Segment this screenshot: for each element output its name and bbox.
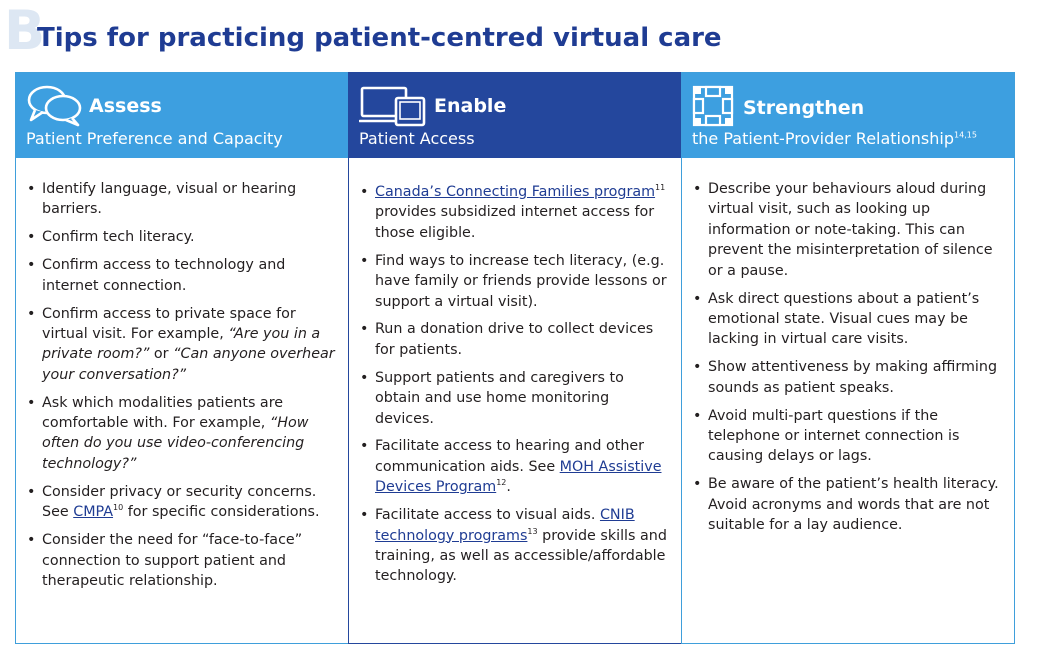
assess-subtitle: Patient Preference and Capacity — [26, 129, 283, 148]
list-item: • Show attentiveness by making affirming sounds as patient speaks. — [708, 357, 1004, 398]
connecting-families-link[interactable]: Canada’s Connecting Families program — [375, 184, 656, 200]
enable-header — [349, 73, 681, 158]
strengthen-header — [682, 73, 1014, 158]
strengthen-column — [681, 72, 1015, 644]
list-item: • Confirm tech literacy. — [42, 227, 338, 247]
strengthen-title: Strengthen — [743, 97, 865, 119]
list-item: • Be aware of the patient’s health literacy. Avoid acronyms and words that are not suitable for a lay audience. — [708, 474, 1004, 535]
reference-number: 12 — [496, 478, 507, 488]
list-item: • Avoid multi-part questions if the telephone or internet connection is causing delays or lags. — [708, 406, 1004, 467]
section-letter: B — [4, 0, 46, 62]
page-title: Tips for practicing patient-centred virtual care — [37, 23, 722, 53]
enable-subtitle: Patient Access — [359, 129, 475, 148]
devices-icon — [359, 85, 427, 127]
list-item: • Confirm access to technology and internet connection. — [42, 255, 338, 296]
reference-number: 11 — [655, 183, 666, 193]
cmpa-link[interactable]: CMPA — [73, 504, 114, 521]
list-item: • Identify language, visual or hearing barriers. — [42, 179, 338, 220]
speech-bubbles-icon — [26, 83, 84, 127]
list-item: • Facilitate access to visual aids. CNIB technology programs$^{13}$ provide skills and training, as well as accessible/affordable technology. — [375, 505, 671, 587]
list-item: • Facilitate access to hearing and other communication aids. See MOH Assistive Devices Program$^{12}$. — [375, 436, 671, 497]
network-icon — [692, 85, 734, 127]
enable-list — [349, 158, 681, 587]
list-item: • Consider privacy or security concerns. See CMPA$^{10}$ for specific considerations. — [42, 482, 338, 523]
assess-header — [16, 73, 348, 158]
assess-column — [15, 72, 349, 644]
reference-number: 14,15 — [954, 130, 977, 140]
enable-title: Enable — [434, 95, 507, 117]
enable-column — [348, 72, 682, 644]
list-item: • Ask which modalities patients are comfortable with. For example, “How often do you use video-conferencing technology?” — [42, 393, 338, 475]
cnib-programs-link[interactable]: CNIB technology programs — [375, 507, 635, 544]
list-item: • Ask direct questions about a patient’s emotional state. Visual cues may be lacking in virtual care visits. — [708, 289, 1004, 350]
list-item: • Support patients and caregivers to obtain and use home monitoring devices. — [375, 368, 671, 429]
list-item: • Canada’s Connecting Families program$^{11}$ provides subsidized internet access for those eligible. — [375, 182, 671, 243]
list-item: • Consider the need for “face-to-face” connection to support patient and therapeutic relationship. — [42, 530, 338, 591]
list-item: • Find ways to increase tech literacy, (e.g. have family or friends provide lessons or support a virtual visit). — [375, 251, 671, 312]
strengthen-list — [682, 158, 1014, 536]
strengthen-subtitle: the Patient-Provider Relationship$^{14,15}$ — [692, 129, 977, 148]
assess-list — [16, 158, 348, 591]
list-item: • Describe your behaviours aloud during virtual visit, such as looking up information or note-taking. This can prevent the misinterpretation of silence or a pause. — [708, 179, 1004, 281]
reference-number: 10 — [113, 503, 124, 513]
moh-assistive-devices-link[interactable]: MOH Assistive Devices Program — [375, 458, 662, 496]
reference-number: 13 — [527, 526, 538, 536]
list-item: • Confirm access to private space for virtual visit. For example, “Are you in a private room?” or “Can anyone overhear your conversation?” — [42, 304, 338, 386]
list-item: • Run a donation drive to collect devices for patients. — [375, 319, 671, 360]
assess-title: Assess — [89, 95, 162, 117]
